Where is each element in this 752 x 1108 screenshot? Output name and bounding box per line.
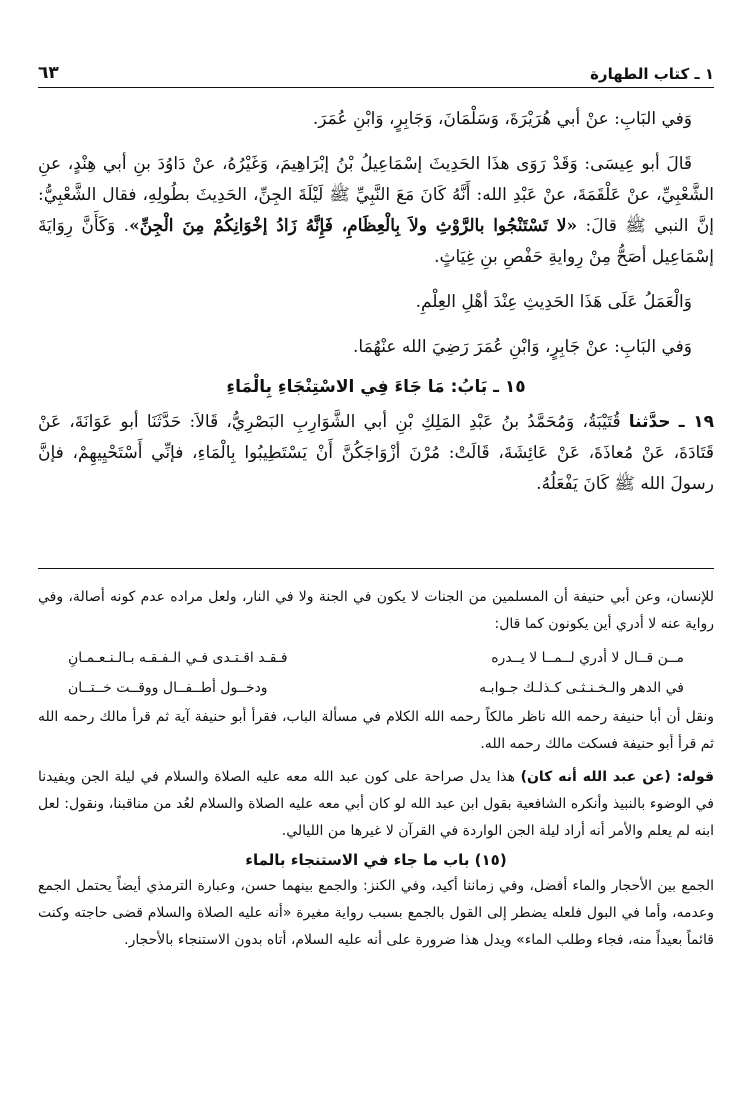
hadith-paragraph <box>38 407 714 500</box>
poem-verse-1 <box>38 644 714 672</box>
commentary-section <box>38 584 714 960</box>
page-header <box>38 56 714 88</box>
bab-paragraph-2: وَفي البَابِ: عنْ جَابِرٍ، وَابْنِ عُمَرَ رَضِيَ الله عنْهُمَا. <box>353 337 692 357</box>
verse-2-first-half: في الدهر والـخـنـثـى كـذلـك جـوابـه <box>479 680 684 696</box>
abu-isa-paragraph <box>38 149 714 273</box>
verse-1-first-half: مــن قــال لا أدري لــمــا لا يــدره <box>491 650 684 666</box>
verse-2-second-half: ودخــول أطــفــال ووقــت خــتــان <box>68 680 268 696</box>
abu-isa-tail: . وَكَأَنَّ رِوَايَةَ إسْمَاعِيل أصَحُّ مِنْ رِوايةِ حَفْصِ بنِ غِيَاثٍ. <box>38 216 714 267</box>
amal-paragraph: وَالْعَمَلُ عَلَى هَذَا الحَدِيثِ عِنْدَ أهْلِ العِلْمِ. <box>415 292 692 312</box>
running-head: ١ ـ كتاب الطهارة <box>590 65 714 83</box>
bab-paragraph-1: وَفي البَابِ: عنْ أبي هُرَيْرَةَ، وَسَلْمَانَ، وَجَابِرٍ، وَابْنِ عُمَرَ. <box>312 109 692 129</box>
prophetic-quote: «لا تَسْتَنْجُوا بالرَّوْثِ ولاَ بِالْعِظَامِ، فَإِنَّهُ زَادُ إخْوَانِكُمْ مِنَ الْجِنِّ» <box>129 216 578 236</box>
footnote-separator <box>38 568 714 569</box>
commentary-heading: (١٥) باب ما جاء في الاستنجاء بالماء <box>245 851 507 869</box>
commentary-paragraph-1: للإنسان، وعن أبي حنيفة أن المسلمين من الجنات لا يكون في الجنة ولا في النار، ولعل مراده عدم كونه أصالة، وفي رواية عنه لا أدري أين يكونون كما قال: <box>38 589 714 632</box>
hadith-number: ١٩ ـ <box>678 412 714 432</box>
commentary-paragraph-4: الجمع بين الأحجار والماء أفضل، وفي زماننا أكيد، وفي الكنز: والجمع بينهما حسن، وعبارة الترمذي أيضاً يحتمل الجمع وعدمه، وأما في البول فلعله يضطر إلى القول بالجمع بسبب رواية مغيرة «أنه عليه الصلاة والسلام قضى حاجته وكنت قائماً بعيداً منه، فجاء وطلب الماء» ويدل هذا ضرورة على أنه عليه السلام، أتاه بدون الاستنجاء بالأحجار. <box>38 878 714 948</box>
chapter-title: ١٥ ـ بَابُ: مَا جَاءَ فِي الاسْتِنْجَاءِ بِالْمَاءِ <box>226 377 526 397</box>
haddathana-word: حدَّثنا <box>628 412 671 432</box>
page-number: ٦٣ <box>38 63 59 83</box>
commentary-paragraph-3-text: هذا يدل صراحة على كون عبد الله معه عليه الصلاة والسلام في ليلة الجن ويفيدنا في الوضوء بالنبيذ وأنكره الشافعية بقول ابن عبد الله لو كان أبي معه عليه الصلاة والسلام لعُد من مناقبنا، ونقول: لعل ابنه لم يعلم والأمر أنه أراد ليلة الجن الواردة في القرآن لا غيرها من الليالي. <box>38 769 714 839</box>
hadith-narrator: قُتَيْبَةُ <box>587 412 629 432</box>
poem-verse-2 <box>38 674 714 702</box>
book-page <box>38 56 714 1086</box>
main-text <box>38 104 714 514</box>
commentary-paragraph-3 <box>38 764 714 845</box>
verse-1-second-half: فـقـد اقـتـدى فـي الـفـقـه بـالـنـعـمـانِ <box>68 650 288 666</box>
commentary-quote-lead: قوله: (عن عبد الله أنه كان) <box>520 769 715 785</box>
hadith-text: ، وَمُحَمَّدُ بنُ عَبْدِ المَلِكِ بْنِ أبي الشَّوَارِبِ البَصْرِيُّ، قَالاَ: حَدَّثَنَا أبو عَوَانَةَ، عَنْ قَتَادَةَ، عَنْ مُعاذَةَ، عَنْ عَائِشَةَ، قَالَتْ: مُرْنَ أزْوَاجَكُنَّ أَنْ يَسْتَطِيبُوا بِالْمَاءِ، فإنِّي أَسْتَحْيِيهِمْ، فإنَّ رسولَ الله ﷺ كَانَ يَفْعَلُهُ. <box>38 412 714 494</box>
abu-isa-text: قَالَ أبو عِيسَى: وَقَدْ رَوَى هذَا الحَدِيثَ إسْمَاعِيلُ بْنُ إبْرَاهِيمَ، وَغَيْرُهُ، عنْ دَاوُدَ بنِ أبي هِنْدٍ، عنِ الشَّعْبِيِّ، عنْ عَلْقَمَةَ، عنْ عَبْدِ الله: أَنَّهُ كَانَ مَعَ النَّبِيِّ ﷺ لَيْلَةَ الجِنِّ، الحَدِيثَ بطُولِهِ، فقال الشَّعْبِيُّ: إنَّ النبي ﷺ قالَ: <box>38 154 715 236</box>
commentary-paragraph-2: ونقل أن أبا حنيفة رحمه الله ناظر مالكاً رحمه الله الكلام في مسألة الباب، فقرأ أبو حنيفة آية ثم قرأ مالك رحمه الله ثم قرأ أبو حنيفة فسكت مالك رحمه الله. <box>38 709 714 752</box>
